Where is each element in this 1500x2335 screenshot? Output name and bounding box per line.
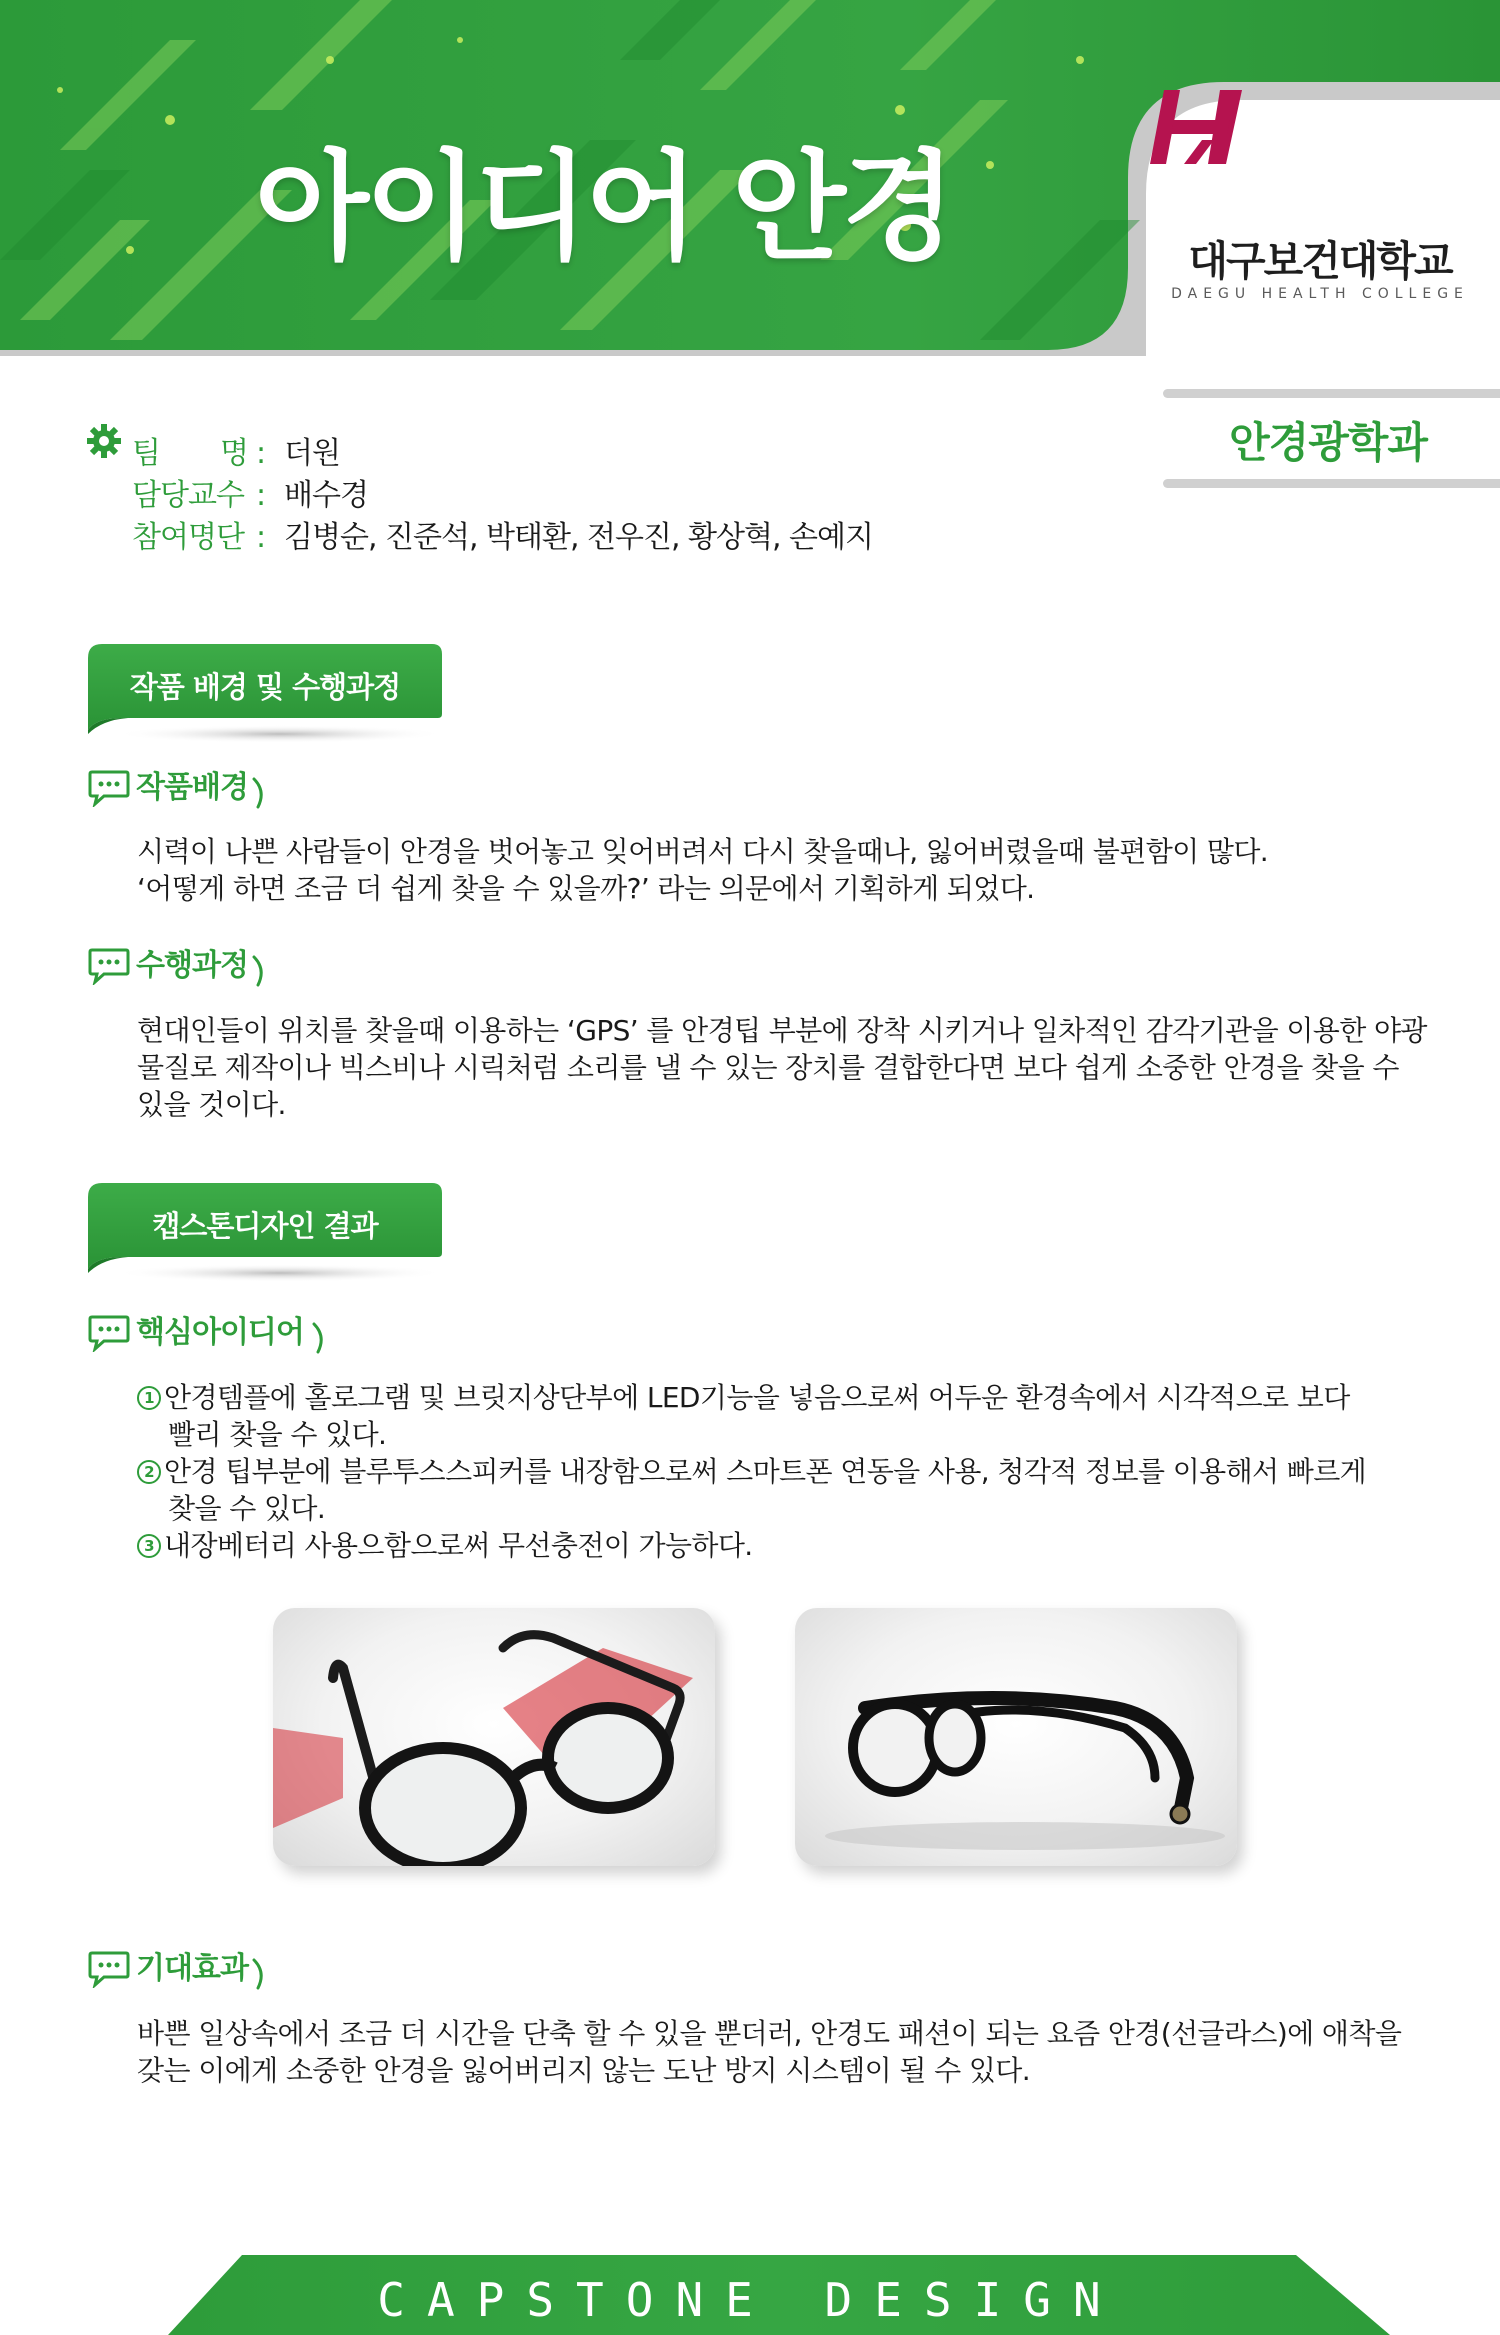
university-emblem-icon: [1150, 90, 1242, 164]
subheading-process: [88, 943, 288, 989]
section-tab-label: 작품 배경 및 수행과정: [129, 670, 401, 704]
core-idea-line: 찾을 수 있다.: [168, 1492, 326, 1525]
bracket-hook-icon: [252, 1958, 268, 1990]
circled-number-badge: 2: [137, 1460, 161, 1484]
paragraph-line: 시력이 나쁜 사람들이 안경을 벗어놓고 잊어버려서 다시 찾을때나, 잃어버렸을때 불편함이 많다.: [137, 835, 1269, 868]
paragraph-line: 물질로 제작이나 빅스비나 시릭처럼 소리를 낼 수 있는 장치를 결합한다면 보다 쉽게 소중한 안경을 찾을 수: [137, 1051, 1399, 1084]
section-tab-label: 캡스톤디자인 결과: [152, 1209, 378, 1243]
glasses-hologram-render: [273, 1608, 715, 1866]
core-idea-line: 안경 팁부분에 블루투스스피커를 내장함으로써 스마트폰 연동을 사용, 청각적 정보를 이용해서 빠르게: [164, 1455, 1367, 1488]
speech-bubble-icon: [88, 1314, 130, 1352]
members-label: 참여명단: [132, 520, 244, 555]
team-name-label: [132, 434, 248, 474]
bracket-hook-icon: [312, 1322, 328, 1354]
team-name-value: 더원: [284, 436, 340, 471]
team-name-label-char: 명: [220, 436, 248, 471]
professor-value: 배수경: [284, 478, 368, 513]
core-idea-list: [137, 1379, 1417, 1564]
paragraph-line: 있을 것이다.: [137, 1088, 286, 1121]
team-name-colon: :: [256, 436, 267, 471]
paragraph-line: ‘어떻게 하면 조금 더 쉽게 찾을 수 있을까?’ 라는 의문에서 기획하게 되었다.: [137, 872, 1035, 905]
department-bottom-rule: [1163, 479, 1500, 488]
expected-effect-paragraph: [137, 2015, 1417, 2089]
department-name: 안경광학과: [1229, 418, 1427, 467]
glasses-led-render: [795, 1608, 1237, 1866]
bracket-hook-icon: [252, 777, 268, 809]
bracket-hook-icon: [252, 955, 268, 987]
core-idea-line: 안경템플에 홀로그램 및 브릿지상단부에 LED기능을 넣음으로써 어두운 환경속에서 시각적으로 보다: [164, 1381, 1350, 1414]
header-banner: [0, 0, 1500, 372]
process-paragraph: [137, 1012, 1427, 1123]
footer-banner: [0, 2255, 1500, 2335]
university-logo: [1150, 90, 1500, 370]
glasses-led-illustration: [795, 1608, 1237, 1866]
university-name: 대구보건대학교: [1188, 237, 1452, 285]
professor-label: 담당교수: [132, 478, 244, 513]
poster-title: 아이디어 안경: [255, 138, 953, 276]
section-tab-capstone-result: [88, 1177, 443, 1295]
speech-bubble-icon: [88, 769, 130, 807]
subheading-label: 수행과정: [136, 948, 248, 983]
circled-number-badge: 3: [137, 1534, 161, 1558]
gear-icon: [86, 423, 122, 459]
team-name-label-char: 팀: [132, 436, 160, 471]
core-idea-item: [137, 1527, 1417, 1564]
subheading-core-idea: [88, 1310, 348, 1356]
core-idea-item: [137, 1453, 1417, 1527]
subheading-label: 기대효과: [136, 1951, 248, 1986]
members-colon: :: [256, 520, 267, 555]
subheading-label: 작품배경: [136, 770, 248, 805]
members-value: 김병순, 진준석, 박태환, 전우진, 황상혁, 손예지: [284, 520, 874, 555]
speech-bubble-icon: [88, 947, 130, 985]
subheading-expected-effect: [88, 1946, 288, 1992]
footer-label: CAPSTONE DESIGN: [377, 2273, 1123, 2327]
glasses-hologram-illustration: [273, 1608, 715, 1866]
background-paragraph: [137, 833, 1417, 907]
section-tab-background-process: [88, 638, 443, 756]
paragraph-line: 현대인들이 위치를 찾을때 이용하는 ‘GPS’ 를 안경팁 부분에 장착 시키거나 일차적인 감각기관을 이용한 야광: [137, 1014, 1427, 1047]
circled-number-badge: 1: [137, 1386, 161, 1410]
core-idea-line: 빨리 찾을 수 있다.: [168, 1418, 387, 1451]
subheading-background: [88, 765, 288, 811]
subheading-label: 핵심아이디어: [136, 1315, 304, 1350]
university-english-name: DAEGU HEALTH COLLEGE: [1171, 286, 1469, 302]
paragraph-line: 갖는 이에게 소중한 안경을 잃어버리지 않는 도난 방지 시스템이 될 수 있다.: [137, 2054, 1031, 2087]
core-idea-line: 내장베터리 사용으함으로써 무선충전이 가능하다.: [164, 1529, 753, 1562]
department-top-rule: [1163, 389, 1500, 398]
professor-colon: :: [256, 478, 267, 513]
speech-bubble-icon: [88, 1950, 130, 1988]
core-idea-item: [137, 1379, 1417, 1453]
paragraph-line: 바쁜 일상속에서 조금 더 시간을 단축 할 수 있을 뿐더러, 안경도 패션이 되는 요즘 안경(선글라스)에 애착을: [137, 2017, 1402, 2050]
